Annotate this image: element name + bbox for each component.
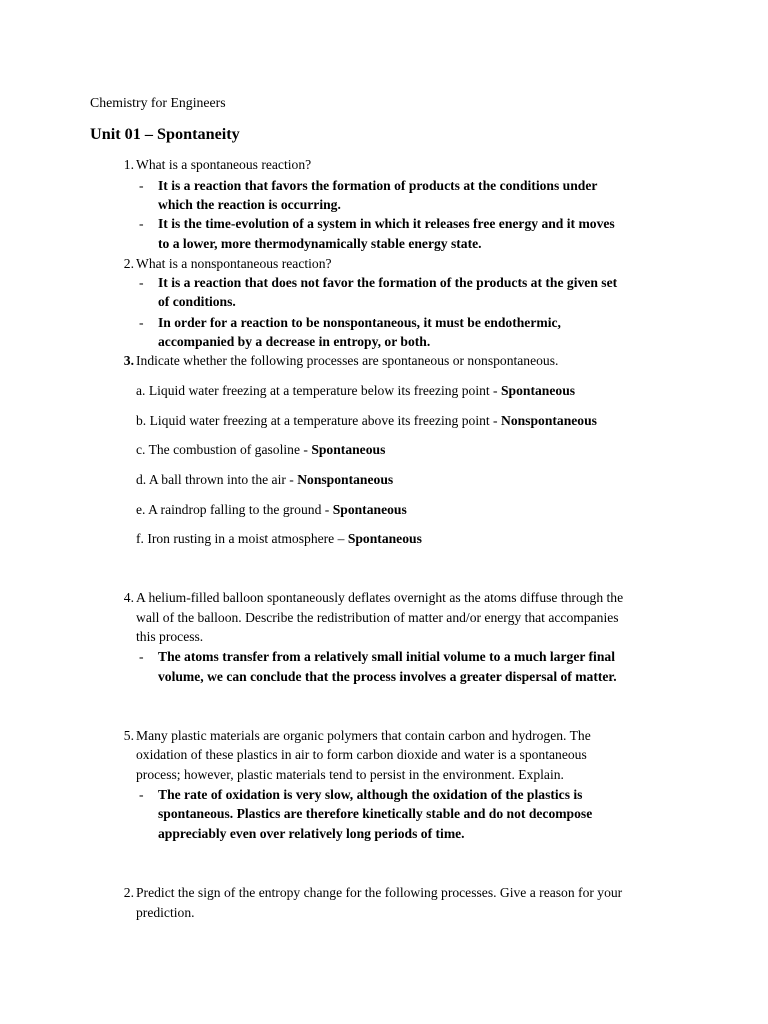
q3-item-d-answer: Nonspontaneous xyxy=(297,472,394,487)
q3-item-a-text: a. Liquid water freezing at a temperature below its freezing point - xyxy=(136,383,501,398)
q3-item-e-text: e. A raindrop falling to the ground - xyxy=(136,502,333,517)
q4-question-line3: this process. xyxy=(136,629,204,644)
q3-item-e xyxy=(136,500,407,520)
q5-number: 5. xyxy=(123,728,134,743)
q2-number: 2. xyxy=(123,256,134,271)
q3-item-f-text: f. Iron rusting in a moist atmosphere – xyxy=(136,531,348,546)
q6-question-line2: prediction. xyxy=(136,905,195,920)
q2-a2-line1: In order for a reaction to be nonspontaneous, it must be endothermic, xyxy=(158,315,561,330)
q3-item-b xyxy=(136,411,597,431)
q1-question: What is a spontaneous reaction? xyxy=(136,157,312,172)
q4-question-line1: A helium-filled balloon spontaneously deflates overnight as the atoms diffuse through the xyxy=(136,590,624,605)
q1-number: 1. xyxy=(123,157,134,172)
q1-a2-line1: It is the time-evolution of a system in which it releases free energy and it moves xyxy=(158,216,615,231)
q2-a2-bullet: - xyxy=(139,315,144,330)
q2-a1-line2: of conditions. xyxy=(158,294,236,309)
q1-a1-line2: which the reaction is occurring. xyxy=(158,197,341,212)
q3-item-f-answer: Spontaneous xyxy=(347,531,422,546)
q3-item-c xyxy=(136,440,385,460)
q3-item-d xyxy=(136,470,393,490)
q2-a2-line2: accompanied by a decrease in entropy, or both. xyxy=(158,334,431,349)
q6-question-line1: Predict the sign of the entropy change for the following processes. Give a reason for your xyxy=(136,885,623,900)
q5-answer-line2: spontaneous. Plastics are therefore kinetically stable and do not decompose xyxy=(158,806,593,821)
q5-question-line1: Many plastic materials are organic polymers that contain carbon and hydrogen. The xyxy=(136,728,591,743)
q4-number: 4. xyxy=(123,590,134,605)
q3-number: 3. xyxy=(123,353,134,368)
q3-item-c-answer: Spontaneous xyxy=(311,442,386,457)
q1-a2-bullet: - xyxy=(139,216,144,231)
q5-question-line2: oxidation of these plastics in air to form carbon dioxide and water is a spontaneous xyxy=(136,747,587,762)
q5-answer-bullet: - xyxy=(139,787,144,802)
q4-answer-line2: volume, we can conclude that the process involves a greater dispersal of matter. xyxy=(158,669,617,684)
q3-question: Indicate whether the following processes are spontaneous or nonspontaneous. xyxy=(136,353,559,368)
q3-item-b-text: b. Liquid water freezing at a temperature above its freezing point - xyxy=(136,413,501,428)
q5-question-line3: process; however, plastic materials tend to persist in the environment. Explain. xyxy=(136,767,564,782)
q3-item-a xyxy=(136,381,575,401)
course-title: Chemistry for Engineers xyxy=(90,95,226,110)
q4-answer-line1: The atoms transfer from a relatively small initial volume to a much larger final xyxy=(158,649,615,664)
q4-answer-bullet: - xyxy=(139,649,144,664)
q3-item-b-answer: Nonspontaneous xyxy=(501,413,597,428)
q1-a2-line2: to a lower, more thermodynamically stable energy state. xyxy=(158,236,482,251)
q1-a1-line1: It is a reaction that favors the formation of products at the conditions under xyxy=(158,178,598,193)
q3-item-c-text: c. The combustion of gasoline - xyxy=(136,442,312,457)
q5-answer-line3: appreciably even over relatively long periods of time. xyxy=(158,826,465,841)
unit-title: Unit 01 – Spontaneity xyxy=(90,125,240,143)
q3-item-d-text: d. A ball thrown into the air - xyxy=(136,472,298,487)
q5-answer-line1: The rate of oxidation is very slow, although the oxidation of the plastics is xyxy=(158,787,583,802)
q3-item-e-answer: Spontaneous xyxy=(332,502,407,517)
q1-a1-bullet: - xyxy=(139,178,144,193)
q6-number: 2. xyxy=(123,885,134,900)
q3-item-a-answer: Spontaneous xyxy=(501,383,576,398)
q4-question-line2: wall of the balloon. Describe the redistribution of matter and/or energy that accompanies xyxy=(136,610,619,625)
q2-question: What is a nonspontaneous reaction? xyxy=(136,256,332,271)
q2-a1-bullet: - xyxy=(139,275,144,290)
q3-item-f xyxy=(136,529,422,549)
q2-a1-line1: It is a reaction that does not favor the formation of the products at the given set xyxy=(158,275,618,290)
